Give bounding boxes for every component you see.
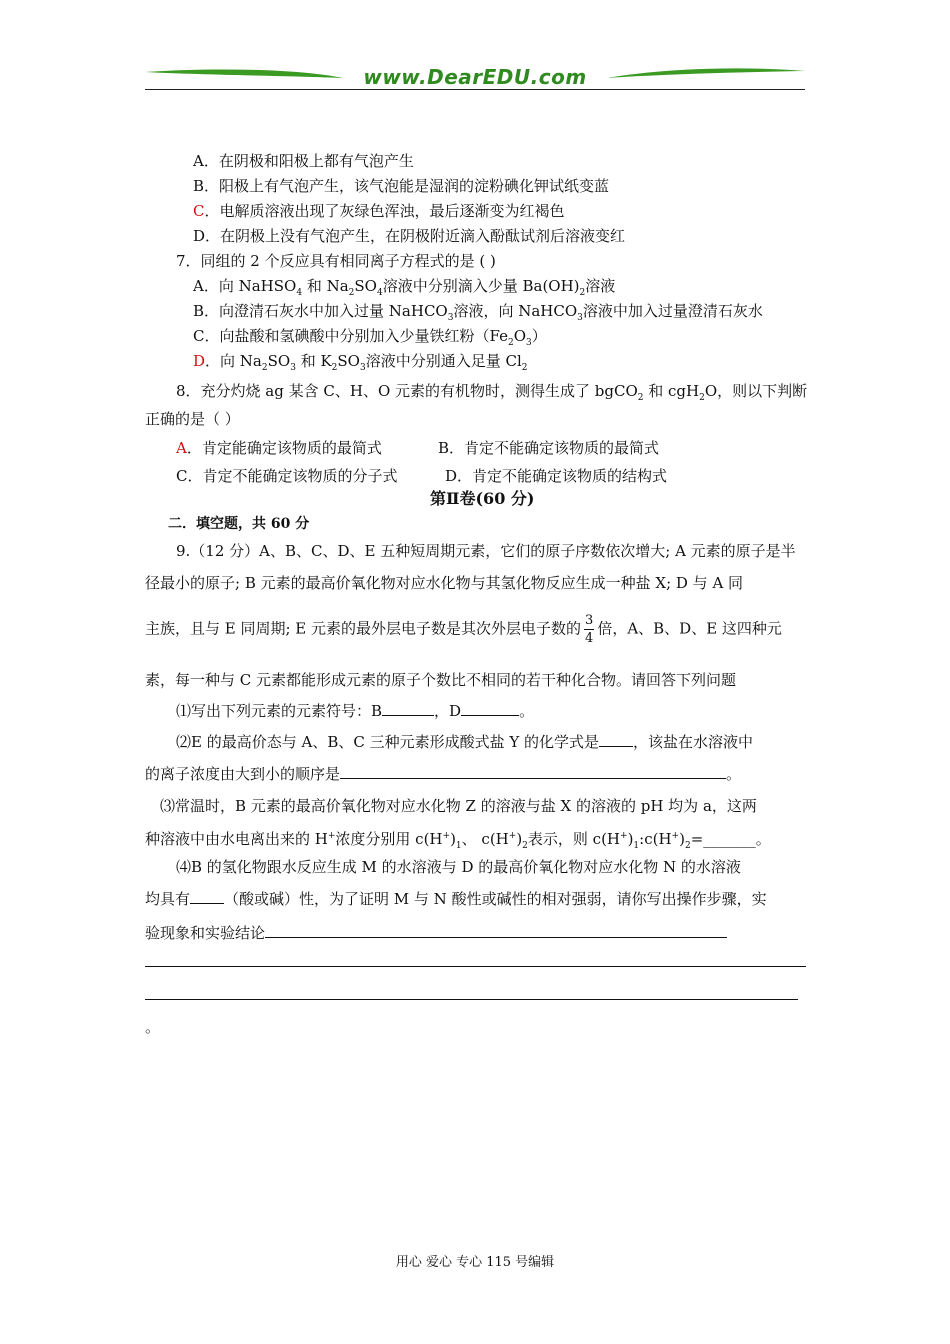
q8-option-d: D．肯定不能确定该物质的结构式 xyxy=(445,467,668,485)
answer-blank[interactable] xyxy=(340,763,726,779)
q9-part-4: ⑷B 的氢化物跟水反应生成 M 的水溶液与 D 的最高价氧化物对应水化物 N 的水溶液 xyxy=(176,858,741,876)
q9-line-2: 径最小的原子; B 元素的最高价氧化物对应水化物与其氢化物反应生成一种盐 X; D 与 A 同 xyxy=(145,574,744,592)
q6-option-b: B．阳极上有气泡产生，该气泡能是湿润的淀粉碘化钾试纸变蓝 xyxy=(193,177,610,195)
answer-mark: C xyxy=(193,202,205,220)
page-footer: 用心 爱心 专心 115 号编辑 xyxy=(395,1255,555,1270)
q8-stem: 8．充分灼烧 ag 某含 C、H、O 元素的有机物时，测得生成了 bgCO$_2$ 和 cgH$_2$O，则以下判断 xyxy=(176,382,808,403)
answer-line[interactable] xyxy=(145,999,798,1000)
q9-part-4-cont: 均具有 （酸或碱）性，为了证明 M 与 N 酸性或碱性的相对强弱，请你写出操作步骤，实 xyxy=(145,890,767,908)
q8-option-b: B．肯定不能确定该物质的最简式 xyxy=(438,439,660,457)
section-title: 第Ⅱ卷(60 分) xyxy=(430,489,535,508)
answer-blank[interactable] xyxy=(382,700,434,716)
answer-mark: D xyxy=(193,352,206,370)
q9-part-4-cont2: 验现象和实验结论 xyxy=(145,922,727,943)
q9-line-4: 素，每一种与 C 元素都能形成元素的原子个数比不相同的若干种化合物。请回答下列问题 xyxy=(145,671,737,689)
fraction: $\frac{3}{4}$ xyxy=(585,613,594,646)
q9-part-2: ⑵E 的最高价态与 A、B、C 三种元素形成酸式盐 Y 的化学式是 ，该盐在水溶液中 xyxy=(176,733,754,751)
q7-option-c: C．向盐酸和氢碘酸中分别加入少量铁红粉$(Fe_2O_3)$ xyxy=(193,327,547,348)
q9-part-3-cont: 种溶液中由水电离出来的 H+浓度分别用 $c(H^+)_1$、 $c(H^+)_2$表示，则 $c(H^+)_1:c(H^+)_2=\_\_\_\_\_\_\_$。 xyxy=(145,830,771,851)
answer-line[interactable] xyxy=(145,966,806,967)
answer-blank[interactable] xyxy=(599,731,633,747)
q8-option-c: C．肯定不能确定该物质的分子式 xyxy=(176,467,398,485)
q6-option-d: D．在阴极上没有气泡产生，在阴极附近滴入酚酞试剂后溶液变红 xyxy=(193,227,626,245)
answer-blank[interactable] xyxy=(461,700,519,716)
q6-option-c: C．电解质溶液出现了灰绿色浑浊，最后逐渐变为红褐色 xyxy=(193,202,565,220)
q9-line-1: 9.（12 分）A、B、C、D、E 五种短周期元素，它们的原子序数依次增大; A 元素的原子是半 xyxy=(176,542,796,560)
q7-option-d: D．向 $Na_2SO_3$ 和 $K_2SO_3$溶液中分别通入足量 $Cl_2$ xyxy=(193,352,528,373)
header-rule xyxy=(145,89,805,90)
q8-option-a: A．肯定能确定该物质的最简式 xyxy=(176,439,382,457)
page-header xyxy=(145,62,805,92)
site-logo-text: www.DearEDU.com xyxy=(363,65,587,89)
q9-part-1: ⑴写出下列元素的元素符号：B ，D 。 xyxy=(176,702,535,720)
q8-stem-cont: 正确的是（ ） xyxy=(145,410,240,428)
q9-line-3: 主族，且与 E 同周期; E 元素的最外层电子数是其次外层电子数的 $\frac{3}{4}$ 倍，A、B、D、E 这四种元 xyxy=(145,613,782,646)
answer-blank[interactable] xyxy=(265,922,727,938)
q7-stem: 7．同组的 2 个反应具有相同离子方程式的是 ( ) xyxy=(176,252,496,270)
q6-option-a: A．在阴极和阳极上都有气泡产生 xyxy=(193,152,414,170)
q9-part-3: ⑶常温时，B 元素的最高价氧化物对应水化物 Z 的溶液与盐 X 的溶液的 pH 均为 a，这两 xyxy=(160,797,757,815)
answer-blank[interactable] xyxy=(190,888,224,904)
q7-option-a: A．向 NaHSO$_4$ 和 $Na_2SO_4$溶液中分别滴入少量 $Ba(OH)_2$溶液 xyxy=(193,277,616,298)
answer-mark: A xyxy=(176,439,187,457)
end-mark: 。 xyxy=(145,1018,161,1036)
q7-option-b: B．向澄清石灰水中加入过量 NaHCO$_3$溶液，向 NaHCO$_3$溶液中加入过量澄清石灰水 xyxy=(193,302,763,323)
q9-part-2-cont: 的离子浓度由大到小的顺序是 。 xyxy=(145,765,742,783)
section-heading: 二．填空题，共 60 分 xyxy=(168,516,310,532)
